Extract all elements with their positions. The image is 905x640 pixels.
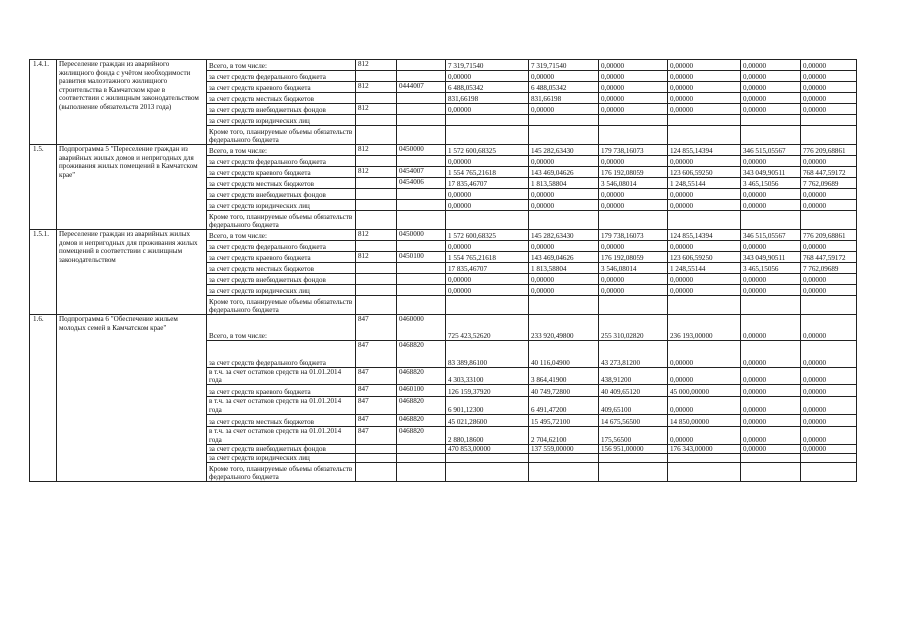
value-cell: 143 469,04626 (529, 252, 599, 263)
value-cell: 0,00000 (741, 315, 801, 341)
value-cell: 7 319,71540 (529, 60, 599, 71)
value-cell: 343 049,90511 (741, 167, 801, 178)
value-cell: 0,00000 (599, 60, 668, 71)
value-cell: 343 049,90511 (741, 252, 801, 263)
funding-source: за счет средств внебюджетных фондов (207, 104, 356, 115)
csr-code: 0460100 (397, 385, 446, 397)
grbs-code: 847 (356, 414, 397, 426)
value-cell: 40 116,04900 (529, 341, 599, 368)
grbs-code: 847 (356, 341, 397, 368)
value-cell: 0,00000 (801, 397, 857, 414)
value-cell: 0,00000 (801, 241, 857, 252)
value-cell: 0,00000 (801, 368, 857, 385)
value-cell: 0,00000 (529, 274, 599, 285)
value-cell: 768 447,59172 (801, 167, 857, 178)
grbs-code (356, 296, 397, 315)
value-cell (599, 126, 668, 145)
value-cell (668, 296, 741, 315)
value-cell: 0,00000 (668, 368, 741, 385)
csr-code (397, 211, 446, 230)
grbs-code: 812 (356, 252, 397, 263)
grbs-code (356, 71, 397, 82)
csr-code: 0468820 (397, 414, 446, 426)
section-number: 1.5. (30, 145, 57, 230)
funding-source: за счет средств местных бюджетов (207, 414, 356, 426)
value-cell: 0,00000 (668, 60, 741, 71)
value-cell (801, 211, 857, 230)
value-cell: 0,00000 (599, 189, 668, 200)
grbs-code (356, 189, 397, 200)
grbs-code: 847 (356, 385, 397, 397)
grbs-code (356, 274, 397, 285)
csr-code (397, 200, 446, 211)
section-number: 1.4.1. (30, 60, 57, 145)
value-cell: 176 192,08059 (599, 252, 668, 263)
value-cell (741, 126, 801, 145)
csr-code (397, 296, 446, 315)
csr-code: 0468820 (397, 426, 446, 444)
value-cell: 3 546,08014 (599, 178, 668, 189)
value-cell: 438,91200 (599, 368, 668, 385)
value-cell: 831,66198 (529, 93, 599, 104)
value-cell: 0,00000 (668, 397, 741, 414)
value-cell: 45 000,00000 (668, 385, 741, 397)
value-cell: 0,00000 (668, 93, 741, 104)
value-cell: 4 303,33100 (446, 368, 529, 385)
csr-code: 0454006 (397, 178, 446, 189)
value-cell: 0,00000 (446, 71, 529, 82)
funding-source: за счет средств федерального бюджета (207, 241, 356, 252)
value-cell (741, 211, 801, 230)
csr-code: 0450100 (397, 252, 446, 263)
value-cell: 0,00000 (668, 200, 741, 211)
value-cell: 0,00000 (599, 274, 668, 285)
csr-code (397, 463, 446, 482)
funding-source: за счет средств местных бюджетов (207, 263, 356, 274)
funding-source: Всего, в том числе: (207, 145, 356, 156)
csr-code (397, 454, 446, 463)
value-cell: 0,00000 (741, 241, 801, 252)
csr-code (397, 274, 446, 285)
value-cell: 0,00000 (446, 274, 529, 285)
value-cell (801, 296, 857, 315)
value-cell: 0,00000 (741, 104, 801, 115)
value-cell: 40 409,65120 (599, 385, 668, 397)
value-cell: 17 835,46707 (446, 178, 529, 189)
value-cell (801, 126, 857, 145)
funding-source: Кроме того, планируемые объемы обязательств федерального бюджета (207, 126, 356, 145)
funding-source: за счет средств краевого бюджета (207, 385, 356, 397)
funding-source: за счет средств местных бюджетов (207, 178, 356, 189)
value-cell: 0,00000 (668, 156, 741, 167)
value-cell: 0,00000 (446, 285, 529, 296)
value-cell: 1 554 765,21618 (446, 167, 529, 178)
value-cell: 145 282,63430 (529, 145, 599, 156)
value-cell: 0,00000 (741, 426, 801, 444)
value-cell: 0,00000 (801, 104, 857, 115)
value-cell (668, 126, 741, 145)
value-cell: 0,00000 (801, 200, 857, 211)
value-cell: 143 469,04626 (529, 167, 599, 178)
grbs-code: 812 (356, 104, 397, 115)
budget-table (29, 59, 857, 482)
value-cell: 179 738,16073 (599, 230, 668, 241)
section-name: Переселение граждан из аварийных жилых домов и непригодных для проживания жилых помещений в соответствии с жилищным законодательством (57, 230, 207, 315)
value-cell: 14 675,56500 (599, 414, 668, 426)
value-cell: 0,00000 (668, 82, 741, 93)
value-cell: 14 850,00000 (668, 414, 741, 426)
value-cell: 156 951,00000 (599, 444, 668, 453)
value-cell (801, 115, 857, 126)
value-cell: 0,00000 (529, 71, 599, 82)
value-cell: 3 465,15056 (741, 178, 801, 189)
value-cell: 0,00000 (801, 315, 857, 341)
value-cell: 40 749,72800 (529, 385, 599, 397)
value-cell: 7 319,71540 (446, 60, 529, 71)
value-cell: 1 572 600,68325 (446, 230, 529, 241)
value-cell: 176 343,00000 (668, 444, 741, 453)
grbs-code (356, 241, 397, 252)
value-cell: 0,00000 (599, 156, 668, 167)
grbs-code (356, 178, 397, 189)
funding-source: Кроме того, планируемые объемы обязательств федерального бюджета (207, 463, 356, 482)
value-cell (599, 454, 668, 463)
value-cell: 0,00000 (668, 104, 741, 115)
funding-source: за счет средств федерального бюджета (207, 156, 356, 167)
value-cell: 123 606,59250 (668, 167, 741, 178)
funding-source: Кроме того, планируемые объемы обязательств федерального бюджета (207, 296, 356, 315)
budget-table-sheet (29, 59, 857, 482)
value-cell: 0,00000 (446, 189, 529, 200)
csr-code (397, 126, 446, 145)
grbs-code: 847 (356, 315, 397, 341)
value-cell (446, 211, 529, 230)
value-cell: 0,00000 (741, 189, 801, 200)
value-cell (668, 454, 741, 463)
value-cell: 0,00000 (741, 156, 801, 167)
value-cell: 126 159,37920 (446, 385, 529, 397)
value-cell: 0,00000 (668, 71, 741, 82)
value-cell: 0,00000 (741, 93, 801, 104)
value-cell: 776 209,68861 (801, 230, 857, 241)
value-cell: 0,00000 (801, 93, 857, 104)
value-cell (446, 454, 529, 463)
value-cell: 0,00000 (801, 444, 857, 453)
value-cell: 0,00000 (741, 414, 801, 426)
value-cell (741, 296, 801, 315)
value-cell: 3 546,08014 (599, 263, 668, 274)
table-row (30, 60, 857, 71)
csr-code: 0450000 (397, 230, 446, 241)
value-cell (599, 211, 668, 230)
section-name: Переселение граждан из аварийного жилищного фонда с учётом необходимости развития малоэтажного жилищного строительства в Камчатском крае в соответствии с жилищным законодательством (выполнение обязательств 2013 года) (57, 60, 207, 145)
value-cell: 346 515,05567 (741, 230, 801, 241)
value-cell: 0,00000 (801, 414, 857, 426)
csr-code: 0468820 (397, 397, 446, 414)
value-cell: 0,00000 (529, 241, 599, 252)
grbs-code: 812 (356, 167, 397, 178)
value-cell: 0,00000 (741, 368, 801, 385)
value-cell: 0,00000 (446, 200, 529, 211)
value-cell: 0,00000 (741, 60, 801, 71)
value-cell (801, 454, 857, 463)
funding-source: за счет средств юридических лиц (207, 115, 356, 126)
value-cell: 179 738,16073 (599, 145, 668, 156)
csr-code (397, 285, 446, 296)
value-cell: 0,00000 (801, 285, 857, 296)
value-cell: 123 606,59250 (668, 252, 741, 263)
csr-code: 0444007 (397, 82, 446, 93)
value-cell: 470 853,00000 (446, 444, 529, 453)
value-cell: 0,00000 (801, 71, 857, 82)
value-cell (668, 115, 741, 126)
grbs-code (356, 454, 397, 463)
funding-source: Всего, в том числе: (207, 60, 356, 71)
section-name: Подпрограмма 6 "Обеспечение жильем молодых семей в Камчатском крае" (57, 315, 207, 482)
value-cell: 831,66198 (446, 93, 529, 104)
csr-code (397, 241, 446, 252)
value-cell (741, 463, 801, 482)
csr-code: 0454007 (397, 167, 446, 178)
csr-code (397, 263, 446, 274)
value-cell: 0,00000 (801, 60, 857, 71)
value-cell: 725 423,52620 (446, 315, 529, 341)
table-row (30, 145, 857, 156)
value-cell: 776 209,68861 (801, 145, 857, 156)
funding-source: Кроме того, планируемые объемы обязательств федерального бюджета (207, 211, 356, 230)
value-cell: 236 193,00000 (668, 315, 741, 341)
value-cell (529, 454, 599, 463)
funding-source: за счет средств федерального бюджета (207, 71, 356, 82)
csr-code (397, 93, 446, 104)
value-cell: 346 515,05567 (741, 145, 801, 156)
value-cell: 768 447,59172 (801, 252, 857, 263)
value-cell: 0,00000 (801, 274, 857, 285)
value-cell: 3 864,41900 (529, 368, 599, 385)
table-row (30, 230, 857, 241)
value-cell: 45 021,28600 (446, 414, 529, 426)
value-cell: 7 762,09689 (801, 178, 857, 189)
section-number: 1.5.1. (30, 230, 57, 315)
value-cell: 6 488,05342 (446, 82, 529, 93)
funding-source: за счет средств юридических лиц (207, 285, 356, 296)
grbs-code (356, 126, 397, 145)
grbs-code (356, 463, 397, 482)
value-cell: 0,00000 (668, 274, 741, 285)
value-cell: 0,00000 (599, 71, 668, 82)
value-cell (529, 463, 599, 482)
value-cell: 0,00000 (801, 385, 857, 397)
value-cell (599, 296, 668, 315)
value-cell: 3 465,15056 (741, 263, 801, 274)
value-cell: 145 282,63430 (529, 230, 599, 241)
funding-source: за счет средств краевого бюджета (207, 82, 356, 93)
csr-code: 0460000 (397, 315, 446, 341)
value-cell: 6 901,12300 (446, 397, 529, 414)
value-cell: 0,00000 (801, 341, 857, 368)
funding-source: за счет средств внебюджетных фондов (207, 189, 356, 200)
value-cell: 0,00000 (529, 285, 599, 296)
value-cell: 6 488,05342 (529, 82, 599, 93)
value-cell: 0,00000 (529, 104, 599, 115)
csr-code (397, 444, 446, 453)
value-cell (801, 463, 857, 482)
grbs-code (356, 444, 397, 453)
funding-source: за счет средств юридических лиц (207, 200, 356, 211)
csr-code (397, 189, 446, 200)
value-cell (446, 115, 529, 126)
value-cell: 0,00000 (741, 397, 801, 414)
grbs-code: 812 (356, 60, 397, 71)
grbs-code (356, 115, 397, 126)
value-cell (599, 463, 668, 482)
value-cell (668, 463, 741, 482)
value-cell: 0,00000 (599, 285, 668, 296)
grbs-code (356, 211, 397, 230)
section-number: 1.6. (30, 315, 57, 482)
value-cell: 0,00000 (529, 189, 599, 200)
value-cell: 176 192,08059 (599, 167, 668, 178)
value-cell: 0,00000 (599, 82, 668, 93)
funding-source: за счет средств краевого бюджета (207, 252, 356, 263)
value-cell: 137 559,00000 (529, 444, 599, 453)
section-name: Подпрограмма 5 "Переселение граждан из аварийных жилых домов и непригодных для проживания жилых помещений в Камчатском крае" (57, 145, 207, 230)
value-cell (446, 463, 529, 482)
funding-source: за счет средств федерального бюджета (207, 341, 356, 368)
funding-source: за счет средств юридических лиц (207, 454, 356, 463)
value-cell: 0,00000 (599, 241, 668, 252)
value-cell (446, 296, 529, 315)
grbs-code: 812 (356, 145, 397, 156)
value-cell (529, 126, 599, 145)
value-cell: 1 813,58804 (529, 263, 599, 274)
grbs-code: 812 (356, 230, 397, 241)
funding-source: за счет средств внебюджетных фондов (207, 274, 356, 285)
csr-code (397, 156, 446, 167)
funding-source: за счет средств местных бюджетов (207, 93, 356, 104)
value-cell: 0,00000 (741, 200, 801, 211)
grbs-code: 847 (356, 426, 397, 444)
value-cell: 0,00000 (741, 274, 801, 285)
funding-source: Всего, в том числе: (207, 230, 356, 241)
funding-source: за счет средств внебюджетных фондов (207, 444, 356, 453)
value-cell: 0,00000 (741, 71, 801, 82)
csr-code: 0468820 (397, 341, 446, 368)
grbs-code: 847 (356, 368, 397, 385)
funding-source: в т.ч. за счет остатков средств на 01.01.2014 года (207, 397, 356, 414)
value-cell (741, 454, 801, 463)
value-cell: 43 273,81200 (599, 341, 668, 368)
value-cell: 0,00000 (741, 444, 801, 453)
value-cell (741, 115, 801, 126)
grbs-code (356, 285, 397, 296)
value-cell: 0,00000 (741, 82, 801, 93)
value-cell: 0,00000 (529, 156, 599, 167)
funding-source: в т.ч. за счет остатков средств на 01.01.2014 года (207, 368, 356, 385)
csr-code (397, 104, 446, 115)
value-cell: 233 920,49800 (529, 315, 599, 341)
csr-code (397, 60, 446, 71)
csr-code: 0468820 (397, 368, 446, 385)
value-cell: 0,00000 (446, 104, 529, 115)
value-cell: 0,00000 (801, 426, 857, 444)
value-cell: 1 248,55144 (668, 178, 741, 189)
value-cell: 1 248,55144 (668, 263, 741, 274)
value-cell: 7 762,09689 (801, 263, 857, 274)
value-cell: 2 704,62100 (529, 426, 599, 444)
value-cell: 0,00000 (446, 156, 529, 167)
value-cell: 0,00000 (599, 104, 668, 115)
grbs-code (356, 156, 397, 167)
funding-source: Всего, в том числе: (207, 315, 356, 341)
value-cell: 0,00000 (668, 241, 741, 252)
value-cell: 409,65100 (599, 397, 668, 414)
value-cell: 0,00000 (741, 285, 801, 296)
value-cell (599, 115, 668, 126)
value-cell (529, 211, 599, 230)
value-cell (529, 296, 599, 315)
value-cell: 1 554 765,21618 (446, 252, 529, 263)
value-cell: 0,00000 (741, 341, 801, 368)
value-cell: 175,56500 (599, 426, 668, 444)
value-cell: 0,00000 (668, 341, 741, 368)
value-cell: 15 495,72100 (529, 414, 599, 426)
value-cell: 0,00000 (668, 426, 741, 444)
funding-source: в т.ч. за счет остатков средств на 01.01.2014 года (207, 426, 356, 444)
grbs-code: 847 (356, 397, 397, 414)
grbs-code (356, 93, 397, 104)
value-cell: 0,00000 (446, 241, 529, 252)
table-row (30, 315, 857, 341)
value-cell: 255 310,02820 (599, 315, 668, 341)
value-cell (668, 211, 741, 230)
value-cell: 0,00000 (668, 189, 741, 200)
grbs-code (356, 200, 397, 211)
value-cell: 1 572 600,68325 (446, 145, 529, 156)
value-cell: 0,00000 (741, 385, 801, 397)
value-cell (529, 115, 599, 126)
value-cell: 124 855,14394 (668, 230, 741, 241)
value-cell: 17 835,46707 (446, 263, 529, 274)
csr-code (397, 115, 446, 126)
value-cell: 2 880,18600 (446, 426, 529, 444)
value-cell: 0,00000 (599, 200, 668, 211)
value-cell: 124 855,14394 (668, 145, 741, 156)
value-cell: 83 389,86100 (446, 341, 529, 368)
value-cell: 0,00000 (529, 200, 599, 211)
budget-table-body (30, 60, 857, 482)
value-cell: 0,00000 (668, 285, 741, 296)
csr-code: 0450000 (397, 145, 446, 156)
funding-source: за счет средств краевого бюджета (207, 167, 356, 178)
grbs-code: 812 (356, 82, 397, 93)
value-cell (446, 126, 529, 145)
value-cell: 0,00000 (801, 82, 857, 93)
value-cell: 1 813,58804 (529, 178, 599, 189)
value-cell: 0,00000 (599, 93, 668, 104)
value-cell: 0,00000 (801, 189, 857, 200)
grbs-code (356, 263, 397, 274)
csr-code (397, 71, 446, 82)
value-cell: 6 491,47200 (529, 397, 599, 414)
value-cell: 0,00000 (801, 156, 857, 167)
